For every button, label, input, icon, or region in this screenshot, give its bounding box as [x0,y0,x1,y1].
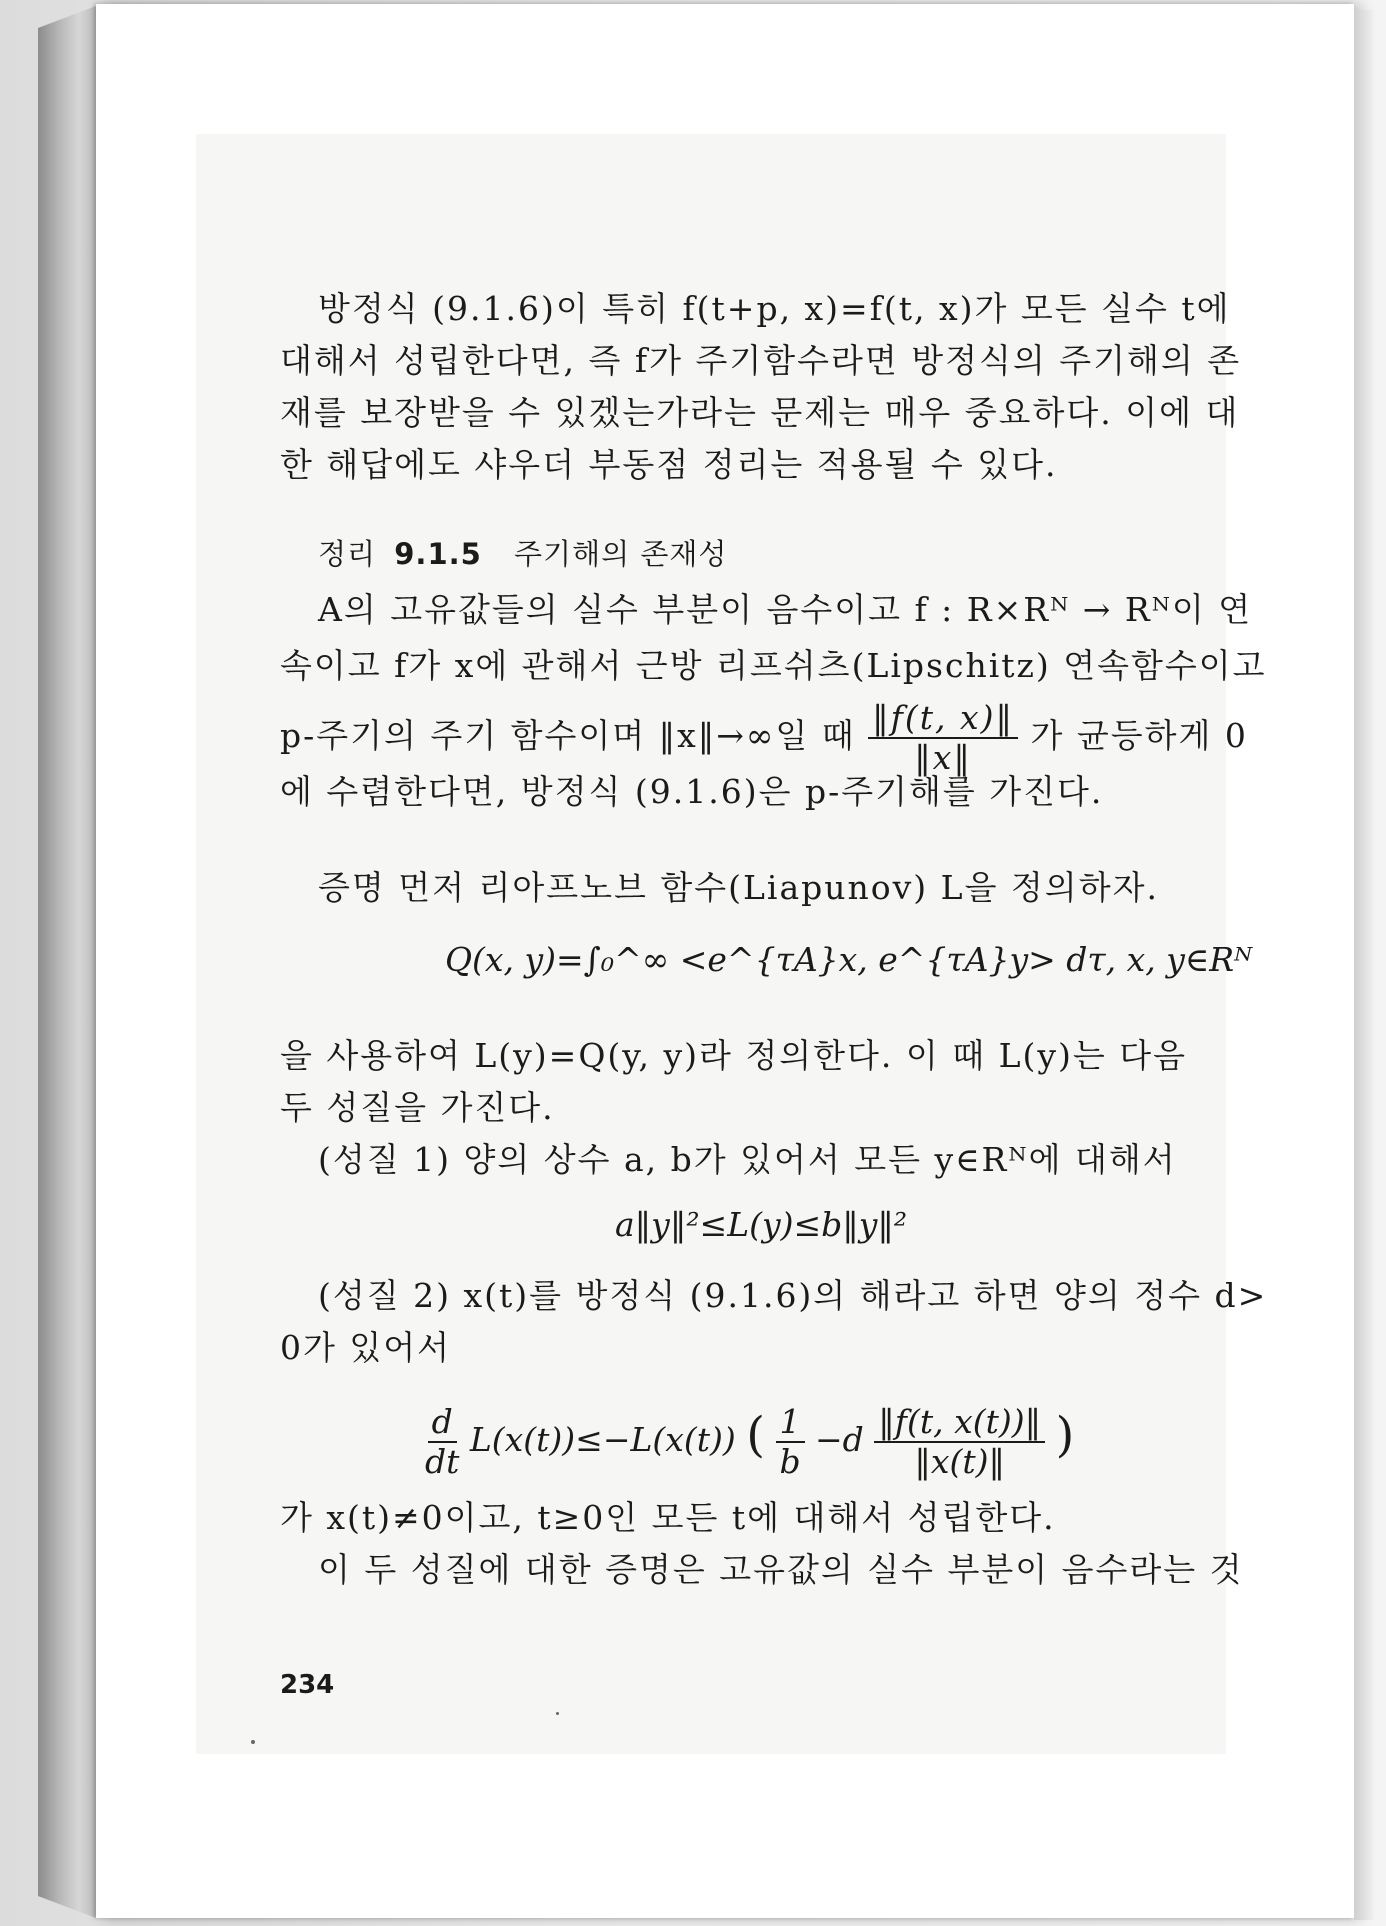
proof-line-1: 증명 먼저 리아프노브 함수(Liapunov) L을 정의하자. [318,868,1159,907]
equation-property-1: a‖y‖²≤L(y)≤b‖y‖² [615,1205,908,1244]
proof-line-3: 두 성질을 가진다. [280,1088,555,1127]
scan-speck [251,1740,255,1744]
intro-line-4: 한 해답에도 샤우더 부동점 정리는 적용될 수 있다. [280,445,1058,484]
intro-line-2: 대해서 성립한다면, 즉 f가 주기함수라면 방정식의 주기해의 존 [280,341,1242,380]
proof-line-2: 을 사용하여 L(y)=Q(y, y)라 정의한다. 이 때 L(y)는 다음 [280,1036,1188,1075]
theorem-line-1: A의 고유값들의 실수 부분이 음수이고 f : R×Rᴺ → Rᴺ이 연 [318,590,1253,629]
property-1: (성질 1) 양의 상수 a, b가 있어서 모든 y∈Rᴺ에 대해서 [318,1140,1177,1179]
theorem-fraction-numerator: ‖f(t, x)‖ [868,699,1018,739]
intro-line-3: 재를 보장받을 수 있겠는가라는 문제는 매우 중요하다. 이에 대 [280,393,1240,432]
property-2-line-2: 0가 있어서 [280,1328,451,1367]
theorem-label: 정리 [318,537,377,571]
theorem-line-2: 속이고 f가 x에 관해서 근방 리프쉬츠(Lipschitz) 연속함수이고 [280,646,1267,685]
page-edge [1354,10,1374,1920]
theorem-line-3 [280,696,1248,777]
proof-line-5: 이 두 성질에 대한 증명은 고유값의 실수 부분이 음수라는 것 [318,1550,1244,1589]
equation-property-2: $\frac{d}{dt}$ L(x(t))≤−L(x(t)) ( $\frac{1}{b}$ −d $\frac{‖f(t, x(t))‖}{‖x(t)‖}$ ) [425,1402,1075,1481]
theorem-fraction-denominator: ‖x‖ [914,738,972,777]
intro-line-1: 방정식 (9.1.6)이 특히 f(t+p, x)=f(t, x)가 모든 실수 t에 [318,289,1231,328]
theorem-line-3-post: 가 균등하게 0 [1030,716,1248,755]
theorem-line-3-pre: p-주기의 주기 함수이며 ‖x‖→∞일 때 [280,716,856,755]
theorem-title: 주기해의 존재성 [514,537,728,571]
book-spine [38,6,96,1918]
theorem-line-4: 에 수렴한다면, 방정식 (9.1.6)은 p-주기해를 가진다. [280,772,1104,811]
equation-q-definition: Q(x, y)=∫₀^∞ <e^{τA}x, e^{τA}y> dτ, x, y∈Rᴺ [445,940,1253,979]
page-number: 234 [280,1670,335,1700]
equation-property-2-fraction: $\frac{‖f(t, x(t))‖}{‖x(t)‖}$ [874,1403,1045,1481]
derivative-operator: $\frac{d}{dt}$ [425,1402,460,1481]
equation-property-2-main: L(x(t))≤−L(x(t)) [469,1420,736,1459]
proof-line-4: 가 x(t)≠0이고, t≥0인 모든 t에 대해서 성립한다. [280,1498,1056,1537]
property-2-line-1: (성질 2) x(t)를 방정식 (9.1.6)의 해라고 하면 양의 정수 d> [318,1276,1268,1315]
one-over-b: $\frac{1}{b}$ [776,1403,805,1481]
theorem-heading [318,532,727,573]
theorem-number: 9.1.5 [394,537,482,571]
scan-speck [556,1712,559,1715]
